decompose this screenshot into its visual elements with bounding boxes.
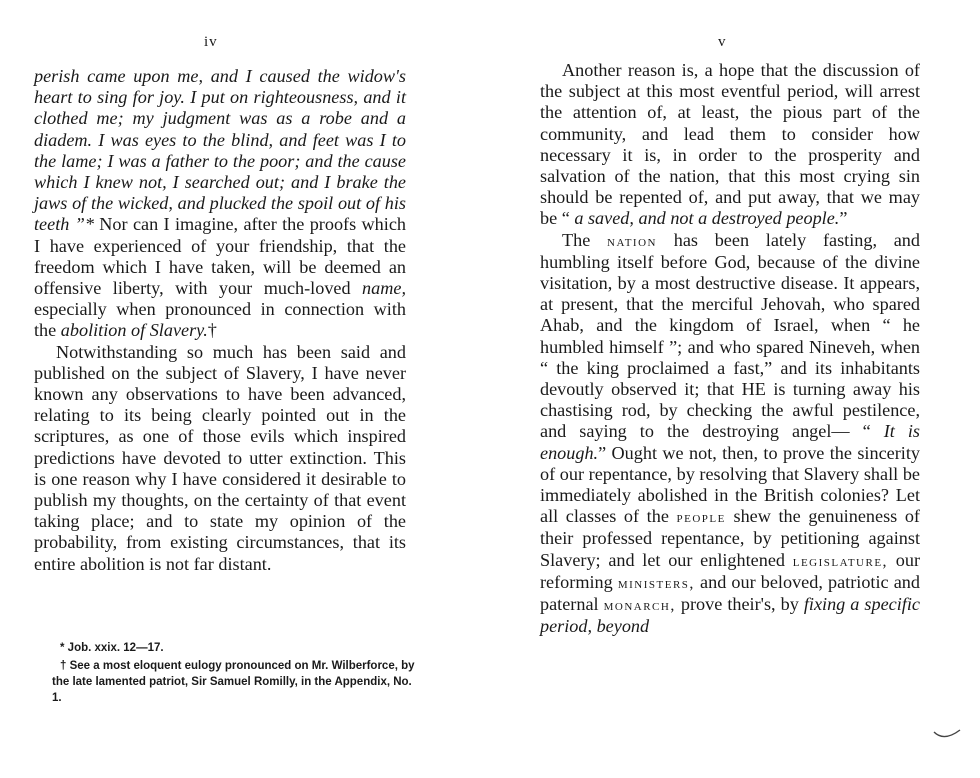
right-paragraph-2 <box>540 230 920 638</box>
paragraph-text: ” Ought we not, then, to prove the sincerity of our repentance, by resolving that Slavery shall be immediately abolished in the British colonies? Let all classes of the <box>540 442 920 527</box>
footnote-1: * Job. xxix. 12—17. <box>60 642 164 654</box>
smallcaps-monarch: monarch, <box>603 597 676 615</box>
left-page-text <box>34 66 406 575</box>
paragraph-text: prove their's, by <box>675 594 804 615</box>
left-paragraph-2: Notwithstanding so much has been said and published on the subject of Slavery, I have never known any observations to have been advanced, relating to its being clearly pointed out in the scriptures, as one of those evils which inspired predictions have devoted to utter extinction. This is one reason why I have considered it desirable to publish my thoughts, on the certainty of that event taking place; and to state my opinion of the probability, from existing circumstances, that its entire abolition is not far distant. <box>34 341 406 574</box>
left-paragraph-1 <box>34 66 406 342</box>
emphasis-abolition: abolition of Slavery. <box>60 320 208 341</box>
right-paragraph-1 <box>540 60 920 230</box>
emphasis-enough: It is enough. <box>540 421 920 463</box>
curl-icon <box>932 728 962 742</box>
footnotes <box>52 640 422 706</box>
paragraph-text: our reforming <box>540 549 921 592</box>
dagger-mark: † <box>207 320 217 341</box>
smallcaps-legislature: legislature, <box>792 552 889 570</box>
smallcaps-nation: nation <box>607 232 657 250</box>
page-number-left: iv <box>204 34 218 50</box>
smallcaps-ministers: ministers, <box>617 574 695 592</box>
quote-close: ”* <box>69 214 94 235</box>
emphasis-fixing: fixing a specific period, beyond <box>540 594 920 637</box>
page-number-right: v <box>718 34 727 50</box>
footnote-2: † See a most eloquent eulogy pronounced on Mr. Wilberforce, by the late lamented patriot, Sir Samuel Romilly, in the Appendix, No. 1. <box>52 660 415 704</box>
paragraph-text: shew the genuineness of their professed repentance, by petitioning against Slavery; and let our enlightened <box>540 506 920 570</box>
right-page <box>490 0 980 778</box>
smallcaps-people: people <box>676 509 726 527</box>
paragraph-text: and our beloved, patriotic and paternal <box>540 571 920 615</box>
paragraph-text: has been lately fasting, and humbling itself before God, because of the divine visitation, by a most destructive disease. It appears, at present, that the merciful Jehovah, who spared Ahab, and the kingdom of Israel, when “ he humbled himself ”; and who spared Nineveh, when “ the king proclaimed a fast,” and its inhabitants devoutly observed it; that HE is turning away his chastising rod, by checking the awful pestilence, and saying to the destroying angel— “ <box>540 229 920 442</box>
emphasis-saved-people: a saved, and not a destroyed people. <box>574 208 840 229</box>
paragraph-text: Nor can I imagine, after the proofs which I have experienced of your friendship, that the freedom which I have taken, will be deemed an offensive liberty, with your much-loved <box>34 214 406 299</box>
paragraph-text: Another reason is, a hope that the discussion of the subject at this most eventful period, will arrest the attention of, at least, the pious part of the community, and lead them to consider how necessary it is, in order to the prosperity and salvation of the nation, that this most crying sin should be repented of, and put away, that we may be “ <box>540 60 920 229</box>
quote-close: ” <box>839 208 848 229</box>
page-curl-mark <box>932 722 962 748</box>
paragraph-text: The <box>562 229 608 250</box>
right-page-text <box>540 60 920 637</box>
scripture-quote: perish came upon me, and I caused the widow's heart to sing for joy. I put on righteousness, and it clothed me; my judgment was as a robe and a diadem. I was eyes to the blind, and feet was I to the lame; I was a father to the poor; and the cause which I knew not, I searched out; and I brake the jaws of the wicked, and plucked the spoil out of his teeth <box>34 66 406 235</box>
emphasis-name: name, <box>362 278 406 299</box>
paragraph-text: especially when pronounced in connection with the <box>34 299 406 341</box>
